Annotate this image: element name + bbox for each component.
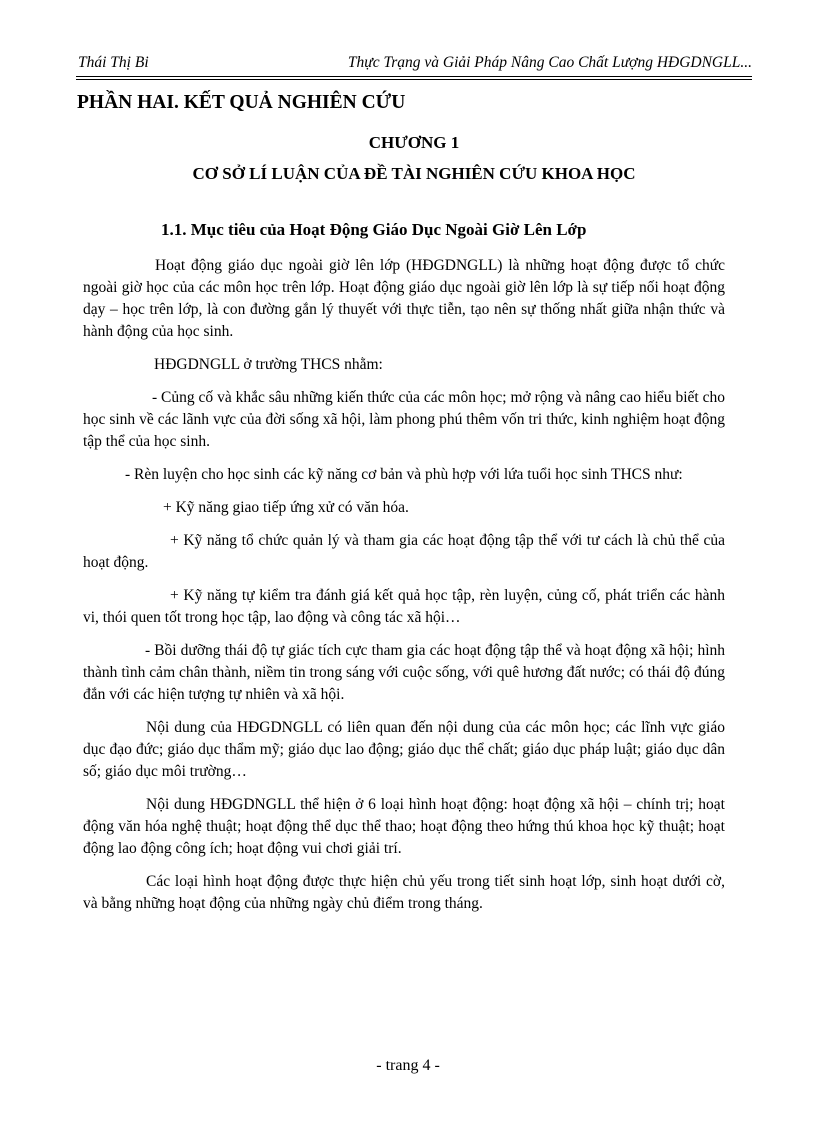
part-heading: PHẦN HAI. KẾT QUẢ NGHIÊN CỨU xyxy=(77,92,406,113)
header-document-title: Thực Trạng và Giải Pháp Nâng Cao Chất Lượng HĐGDNGLL... xyxy=(347,54,752,71)
body-content xyxy=(83,255,725,926)
paragraph-activity-forms: Các loại hình hoạt động được thực hiện chủ yếu trong tiết sinh hoạt lớp, sinh hoạt dưới cờ, và bằng những hoạt động của những ngày chủ điểm trong tháng. xyxy=(83,873,725,912)
header-author: Thái Thị Bi xyxy=(78,54,149,71)
page-number: - trang 4 - xyxy=(376,1057,440,1074)
chapter-title: CƠ SỞ LÍ LUẬN CỦA ĐỀ TÀI NGHIÊN CỨU KHOA HỌC xyxy=(192,164,636,183)
paragraph-content: Nội dung của HĐGDNGLL có liên quan đến nội dung của các môn học; các lĩnh vực giáo dục đạo đức; giáo dục thẩm mỹ; giáo dục lao động; giáo dục thể chất; giáo dục pháp luật; giáo dục dân số; giáo dục môi trường… xyxy=(83,719,725,780)
chapter-number: CHƯƠNG 1 xyxy=(368,133,460,152)
bullet-consolidate-knowledge: - Củng cố và khắc sâu những kiến thức của các môn học; mở rộng và nâng cao hiểu biết cho học sinh về các lãnh vực của đời sống xã hội, làm phong phú thêm vốn tri thức, kinh nghiệm hoạt động tập thể của học sinh. xyxy=(83,389,725,450)
paragraph-aim-intro: HĐGDNGLL ở trường THCS nhằm: xyxy=(154,356,383,373)
header-rule-bottom xyxy=(76,79,752,80)
skill-self-assessment: + Kỹ năng tự kiểm tra đánh giá kết quả học tập, rèn luyện, củng cố, phát triển các hành vi, thói quen tốt trong học tập, lao động và công tác xã hội… xyxy=(83,587,725,626)
skill-organization: + Kỹ năng tổ chức quản lý và tham gia các hoạt động tập thể với tư cách là chủ thể của hoạt động. xyxy=(83,532,725,571)
section-heading: 1.1. Mục tiêu của Hoạt Động Giáo Dục Ngoài Giờ Lên Lớp xyxy=(161,220,587,239)
page-header xyxy=(76,52,752,76)
paragraph-activity-types: Nội dung HĐGDNGLL thể hiện ở 6 loại hình hoạt động: hoạt động xã hội – chính trị; hoạt động văn hóa nghệ thuật; hoạt động thể dục thể thao; hoạt động theo hứng thú khoa học kỹ thuật; hoạt động lao động công ích; hoạt động vui chơi giải trí. xyxy=(83,796,725,857)
paragraph-intro: Hoạt động giáo dục ngoài giờ lên lớp (HĐGDNGLL) là những hoạt động được tổ chức ngoài giờ học của các môn học trên lớp. Hoạt động giáo dục ngoài giờ lên lớp là sự tiếp nối hoạt động dạy – học trên lớp, là con đường gắn lý thuyết với thực tiễn, tạo nên sự thống nhất giữa nhận thức và hành động của học sinh. xyxy=(83,257,725,340)
bullet-attitude: - Bồi dưỡng thái độ tự giác tích cực tham gia các hoạt động tập thể và hoạt động xã hội; hình thành tình cảm chân thành, niềm tin trong sáng với cuộc sống, với quê hương đất nước; có thái độ đúng đắn với các hiện tượng tự nhiên và xã hội. xyxy=(83,642,725,703)
skill-communication: + Kỹ năng giao tiếp ứng xử có văn hóa. xyxy=(163,499,409,516)
header-rule-top xyxy=(76,76,752,77)
bullet-train-skills: - Rèn luyện cho học sinh các kỹ năng cơ bản và phù hợp với lứa tuổi học sinh THCS như: xyxy=(125,466,683,483)
